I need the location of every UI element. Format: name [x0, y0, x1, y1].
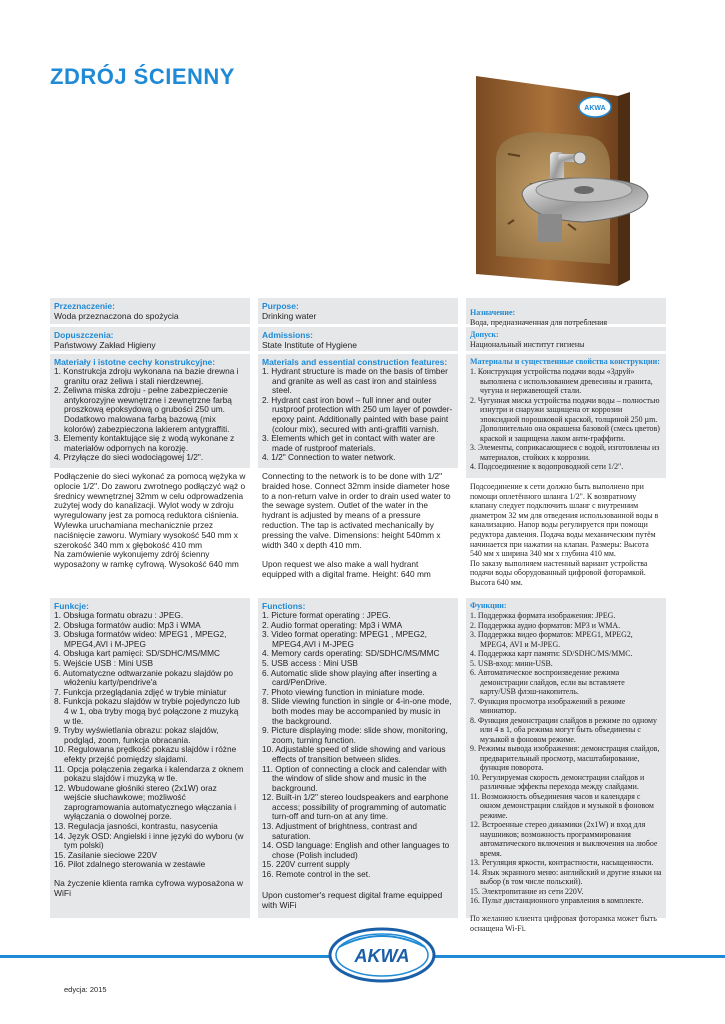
- purpose-block: [466, 298, 666, 327]
- list-item: 1. Конструкция устройства подачи воды «Здруй» выполнена с использованием древесины и гранита, чугуна и нержавеющей стали.: [470, 367, 653, 395]
- functions-block: [50, 598, 250, 918]
- list-item: 5. USB-вход: мини-USB.: [470, 658, 553, 668]
- list-item: 1. Picture format operating : JPEG.: [262, 610, 391, 620]
- admission-value: Państwowy Zakład Higieny: [54, 340, 156, 350]
- list-item: 15. 220V current supply: [262, 859, 350, 870]
- list-item: 1. Obsługa formatu obrazu : JPEG.: [54, 610, 184, 620]
- list-item: 2. Żeliwna miska zdroju - pełne zabezpieczenie antykorozyjne wewnętrzne i zewnętrzne farbą proszkową epoksydową o grubości 250 um. Dodatkowo malowana farbą bazową (mix kolorów) zabezpieczona lakierem antygraffiti.: [54, 385, 232, 434]
- connection-text: Podłączenie do sieci wykonać za pomocą wężyka w oplocie 1/2". Do zaworu zwrotnego podłączyć wąż o średnicy wewnętrznej 32mm w celu odprowadzenia zużytej wody do kanalizacji. Wylot wody w zdroju wyregulowany jest za pomocą reduktora ciśnienia. Wylewka uruchamiana mechanicznie przez naciśnięcie zaworu. Wymiary wysokość 540 mm x szerokość 340 mm x głębokość 410 mm: [54, 471, 246, 550]
- frame-note: Upon customer's request digital frame equipped with WiFi: [262, 889, 443, 910]
- list-item: 3. Элементы, соприкасающиеся с водой, изготовлены из материалов, стойких к коррозии.: [470, 443, 660, 462]
- order-note: Upon request we also make a wall hydrant equipped with a digital frame. Height: 640 mm: [262, 559, 431, 580]
- list-item: 13. Regulacja jasności, kontrastu, nasycenia: [54, 821, 218, 832]
- functions-label: Функции:: [470, 601, 507, 610]
- connection-block: [258, 468, 458, 598]
- page-title: ZDRÓJ ŚCIENNY: [50, 64, 235, 89]
- list-item: 2. Obsługa formatów audio: Mp3 i WMA: [54, 619, 201, 630]
- list-item: 8. Функция демонстрации слайдов в режиме по одному или 4 в 1, оба режима могут быть объединены с музыкой в фоновом режиме.: [470, 715, 657, 744]
- list-item: 11. Option of connecting a clock and calendar with the window of slide show and music in the background.: [262, 763, 447, 793]
- list-item: 4. Поддержка карт памяти: SD/SDHC/MS/MMC.: [470, 649, 633, 658]
- list-item: 3. Elementy kontaktujące się z wodą wykonane z materiałów odpornych na korozję.: [54, 433, 235, 453]
- list-item: 14. Język OSD: Angielski i inne języki do wyboru (w tym polski): [54, 830, 244, 851]
- order-note: Na zamówienie wykonujemy zdrój ścienny wyposażony w ramkę cyfrową. Wysokość 640 mm: [54, 549, 239, 570]
- list-item: 14. OSD language: English and other languages to chose (Polish included): [262, 840, 450, 860]
- purpose-value: Woda przeznaczona do spożycia: [54, 311, 179, 321]
- functions-label: Funkcje:: [54, 601, 89, 611]
- list-item: 12. Wbudowane głośniki stereo (2x1W) oraz wejście słuchawkowe; możliwość zaprogramowania automatycznego włączania i wyłączania o dowolnej porze.: [54, 782, 237, 822]
- list-item: 1. Konstrukcja zdroju wykonana na bazie drewna i granitu oraz żeliwa i stali nierdzewnej.: [54, 366, 239, 386]
- list-item: 3. Elements which get in contact with water are made of rustproof materials.: [262, 433, 435, 453]
- list-item: 9. Режимы вывода изображения: демонстрация слайдов, предварительный просмотр, масштабирование, функция поворота.: [470, 744, 660, 772]
- list-item: 8. Funkcja pokazu slajdów w trybie pojedynczo lub 4 w 1, oba tryby mogą być połączone z muzyką w tle.: [54, 696, 240, 726]
- column-polish: [50, 298, 250, 918]
- list-item: 7. Funkcja przeglądania zdjęć w trybie miniatur: [54, 686, 227, 697]
- list-item: 16. Remote control in the set.: [262, 869, 371, 880]
- admission-label: Допуск:: [470, 330, 499, 339]
- frame-note: По желанию клиента цифровая фоторамка может быть оснащена Wi-Fi.: [470, 913, 657, 933]
- connection-block: [50, 468, 250, 598]
- purpose-value: Drinking water: [262, 311, 317, 321]
- list-item: 3. Obsługa formatów wideo: MPEG1 , MPEG2, MPEG4,AVI i M-JPEG: [54, 629, 227, 649]
- connection-block: [466, 478, 666, 598]
- list-item: 7. Photo viewing function in miniature mode.: [262, 686, 425, 697]
- admission-block: [466, 327, 666, 351]
- list-item: 12. Built-in 1/2" stereo loudspeakers and earphone access; possibility of programming of automatic turn-off and turn-on at any time.: [262, 792, 449, 822]
- functions-block: [466, 598, 666, 933]
- admission-block: [258, 327, 458, 351]
- purpose-label: Назначение:: [470, 308, 516, 317]
- list-item: 5. Wejście USB : Mini USB: [54, 657, 153, 668]
- list-item: 15. Электропитание из сети 220V.: [470, 886, 584, 896]
- list-item: 4. Przyłącze do sieci wodociągowej 1/2".: [54, 452, 204, 463]
- list-item: 10. Adjustable speed of slide showing and various effects of transition between slides.: [262, 744, 446, 764]
- akwa-logo: [327, 925, 437, 985]
- list-item: 12. Встроенные стерео динамики (2x1W) и вход для наушников; возможность программирования автоматического включения и выключения на любое время.: [470, 820, 658, 858]
- column-english: [258, 298, 458, 918]
- list-item: 5. USB access : Mini USB: [262, 657, 358, 668]
- list-item: 11. Возможность объединения часов и календаря с окном демонстрации слайдов и музыкой в фоновом режиме.: [470, 791, 654, 820]
- purpose-value: Вода, предназначенная для потребления: [470, 318, 608, 327]
- connection-text: Connecting to the network is to be done with 1/2" braided hose. Connect 32mm inside diameter hose to a non-return valve in order to drain used water to the sewage system. Outlet of the water in the hydrant is adjusted by means of a pressure reduction. The tap is activated mechanically by pressing the valve. Dimensions: height 540mm x width 340 x depth 410 mm.: [262, 471, 451, 550]
- photo-logo-text: AKWA: [584, 105, 606, 112]
- purpose-label: Przeznaczenie:: [54, 301, 115, 311]
- list-item: 15. Zasilanie sieciowe 220V: [54, 849, 157, 860]
- list-item: 13. Регуляция яркости, контрастности, насыщенности.: [470, 858, 654, 867]
- list-item: 6. Автоматическое воспроизведение режима демонстрации слайдов, если вы вставляете карту/USB флэш-накопитель.: [470, 668, 625, 696]
- list-item: 7. Функция просмотра изображений в режиме миниатюр.: [470, 696, 626, 715]
- list-item: 8. Slide viewing function in single or 4-in-one mode, both modes may be accompanied by music in the background.: [262, 696, 452, 726]
- logo-text: AKWA: [354, 946, 410, 966]
- column-russian: [466, 298, 666, 933]
- list-item: 9. Picture displaying mode: slide show, monitoring, zoom, turning function.: [262, 725, 448, 745]
- materials-block: [50, 354, 250, 468]
- list-item: 2. Audio format operating: Mp3 i WMA: [262, 619, 403, 630]
- list-item: 3. Video format operating: MPEG1 , MPEG2, MPEG4,AVI i M-JPEG: [262, 629, 427, 649]
- functions-block: [258, 598, 458, 918]
- materials-label: Materiały i istotne cechy konstrukcyjne:: [54, 357, 216, 367]
- list-item: 3. Поддержка видео форматов: MPEG1, MPEG2, MPEG4, AVI и M-JPEG.: [470, 630, 633, 649]
- purpose-block: [258, 298, 458, 324]
- admission-value: Национальный институт гигиены: [470, 340, 585, 349]
- list-item: 10. Regulowana prędkość pokazu slajdów i różne efekty przejść pomiędzy slajdami.: [54, 744, 237, 764]
- order-note: По заказу выполняем настенный вариант устройства подачи воды оборудованный цифровой фоторамкой. Высота 640 мм.: [470, 558, 648, 587]
- list-item: 11. Opcja połączenia zegarka i kalendarza z oknem pokazu slajdów i muzyką w tle.: [54, 763, 244, 784]
- admission-block: [50, 327, 250, 351]
- list-item: 9. Tryby wyświetlania obrazu: pokaz slajdów, podgląd, zoom, funkcja obracania.: [54, 725, 219, 745]
- list-item: 4. 1/2" Connection to water network.: [262, 452, 396, 463]
- list-item: 16. Pilot zdalnego sterowania w zestawie: [54, 859, 206, 870]
- materials-block: [466, 354, 666, 478]
- admission-label: Dopuszczenia:: [54, 330, 114, 340]
- list-item: 1. Поддержка формата изображения: JPEG.: [470, 611, 616, 620]
- connection-text: Подсоединение к сети должно быть выполнено при помощи оплетённого шланга 1/2". К возвратному клапану следует подключить шланг с внутренним диаметром 32 мм для отведения использованной воды в канализацию. Напор воды регулируется при помощи редуктора давления. Подача воды механическим путём начинается при нажатии на клапан. Размеры: Высота 540 мм x ширина 340 мм x глубина 410 мм.: [470, 482, 659, 559]
- list-item: 2. Hydrant cast iron bowl – full inner and outer rustproof protection with 250 um layer of powder-epoxy paint. Additionally painted with base paint (colour mix), secured with anti-graffiti varnish.: [262, 394, 453, 434]
- list-item: 2. Поддержка аудио форматов: MP3 и WMA.: [470, 620, 621, 630]
- edition-label: edycja: 2015: [64, 985, 107, 994]
- materials-block: [258, 354, 458, 468]
- list-item: 1. Hydrant structure is made on the basis of timber and granite as well as cast iron and stainless steel.: [262, 366, 448, 396]
- list-item: 13. Adjustment of brightness, contrast and saturation.: [262, 821, 417, 841]
- list-item: 14. Язык экранного меню: английский и другие языки на выбор (в том числе польский).: [470, 867, 662, 886]
- list-item: 16. Пульт дистанционного управления в комплекте.: [470, 896, 644, 905]
- list-item: 4. Obsługa kart pamięci: SD/SDHC/MS/MMC: [54, 648, 220, 659]
- list-item: 4. Memory cards operating: SD/SDHC/MS/MMC: [262, 648, 440, 659]
- purpose-label: Purpose:: [262, 301, 299, 311]
- admission-value: State Institute of Hygiene: [262, 340, 357, 350]
- list-item: 6. Automatyczne odtwarzanie pokazu slajdów po włożeniu karty/pendrive'a: [54, 667, 233, 688]
- purpose-block: [50, 298, 250, 324]
- list-item: 2. Чугунная миска устройства подачи воды – полностью изнутри и снаружи защищена от коррозии эпоксидной порошковой краской, толщиной 250 µm. Дополнительно она окрашена базовой (смесь цветов) краской и защищена лаком анти-граффити.: [470, 395, 660, 443]
- list-item: 6. Automatic slide show playing after inserting a card/PenDrive.: [262, 667, 437, 688]
- frame-note: Na życzenie klienta ramka cyfrowa wyposażona w WiFi: [54, 878, 243, 899]
- wall-fountain-photo: [468, 74, 668, 286]
- admission-label: Admissions:: [262, 330, 314, 340]
- list-item: 4. Подсоединение к водопроводной сети 1/2".: [470, 462, 624, 471]
- list-item: 10. Регулируемая скорость демонстрации слайдов и различные эффекты перехода между слайдами.: [470, 772, 645, 791]
- functions-label: Functions:: [262, 601, 306, 611]
- materials-label: Materials and essential construction features:: [262, 357, 448, 367]
- materials-label: Материалы и существенные свойства конструкции:: [470, 357, 660, 366]
